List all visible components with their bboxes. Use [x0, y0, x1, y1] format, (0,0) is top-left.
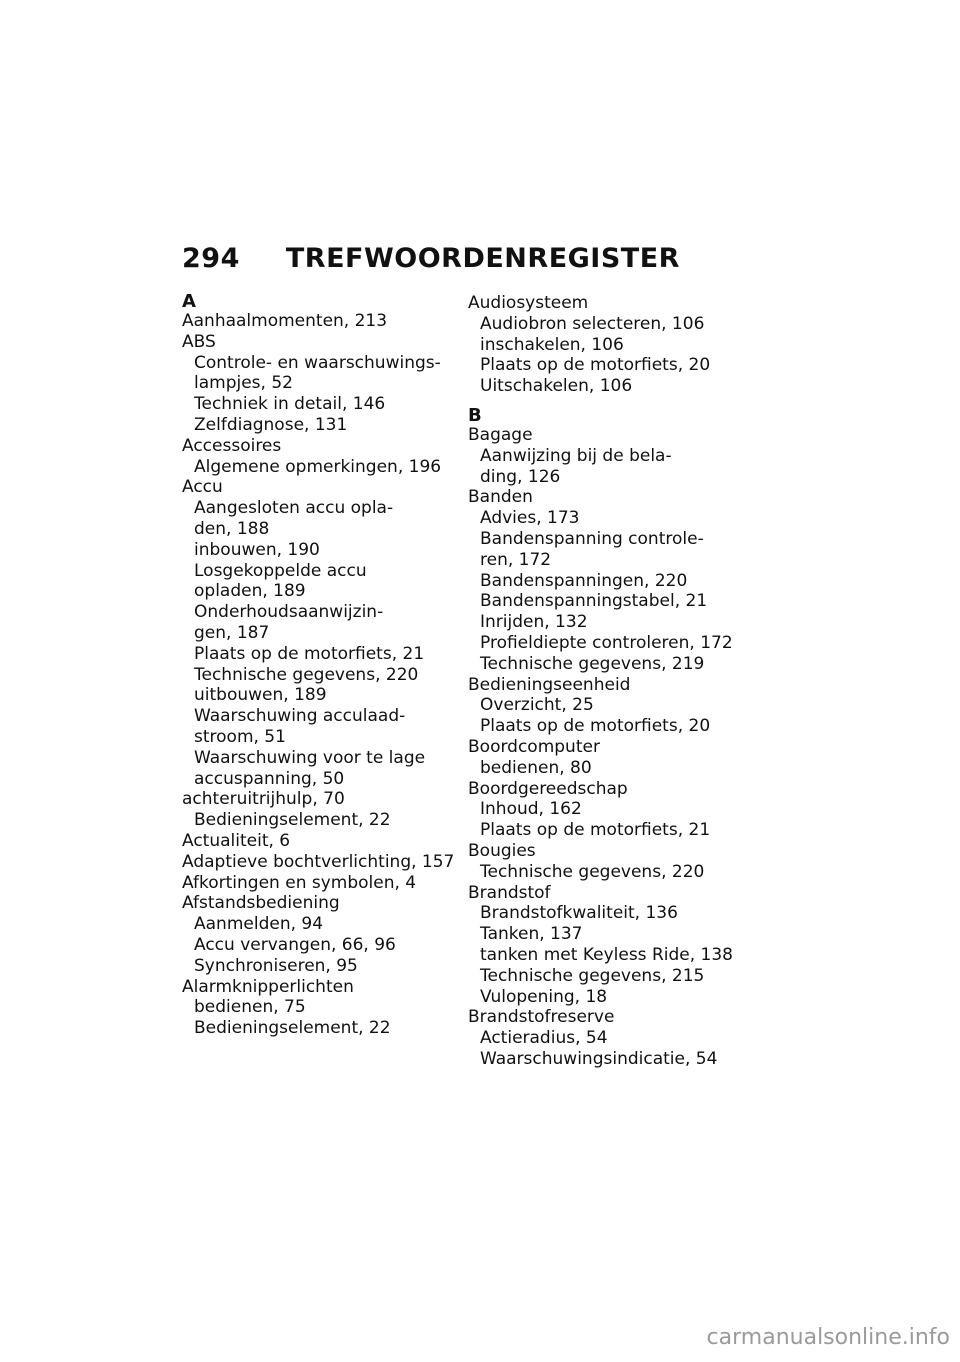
index-entry: Aanhaalmomenten, 213 — [182, 311, 388, 331]
index-subentry: Onderhoudsaanwijzin- — [194, 602, 384, 623]
index-entry: Banden — [468, 487, 533, 508]
page-number: 294 — [182, 243, 240, 274]
index-subentry: Inrijden, 132 — [480, 612, 588, 633]
index-subentry: Controle- en waarschuwings- — [194, 352, 441, 373]
index-subentry: Aanwijzing bij de bela- — [480, 445, 672, 466]
index-subentry: accuspanning, 50 — [194, 768, 345, 789]
index-subentry: bedienen, 75 — [194, 997, 306, 1018]
section-letter: A — [182, 291, 196, 312]
section-letter: B — [468, 404, 482, 426]
index-subentry: stroom, 51 — [194, 726, 286, 747]
index-entry: Bedieningseenheid — [468, 674, 631, 695]
index-subentry: Accu vervangen, 66, 96 — [194, 934, 396, 955]
index-subentry: Bandenspanningen, 220 — [480, 570, 688, 591]
index-entry: Actualiteit, 6 — [182, 830, 291, 851]
index-subentry: Plaats op de motorfiets, 20 — [480, 355, 711, 376]
index-entry: Accu — [182, 477, 223, 498]
index-subentry: bedienen, 80 — [480, 757, 592, 778]
index-entry: Accessoires — [182, 435, 282, 456]
index-entry: ABS — [182, 331, 216, 352]
index-subentry: Aangesloten accu opla- — [194, 498, 394, 519]
index-subentry: Tanken, 137 — [480, 924, 583, 945]
index-subentry: Audiobron selecteren, 106 — [480, 313, 705, 334]
index-subentry: Waarschuwing voor te lage — [194, 747, 426, 768]
index-subentry: Technische gegevens, 219 — [480, 653, 705, 674]
index-subentry: Profieldiepte controleren, 172 — [480, 632, 733, 653]
index-subentry: Bedieningselement, 22 — [194, 810, 391, 831]
index-subentry: Losgekoppelde accu — [194, 560, 367, 581]
index-subentry: Technische gegevens, 220 — [480, 861, 705, 882]
index-entry: Boordgereedschap — [468, 778, 628, 799]
index-subentry: Plaats op de motorfiets, 21 — [194, 643, 425, 664]
index-entry: Brandstofreserve — [468, 1007, 615, 1028]
index-subentry: uitbouwen, 189 — [194, 685, 327, 706]
index-subentry: Plaats op de motorfiets, 20 — [480, 716, 711, 737]
index-subentry: Bedieningselement, 22 — [194, 1018, 391, 1039]
index-subentry: Actieradius, 54 — [480, 1028, 608, 1049]
index-subentry: tanken met Keyless Ride, 138 — [480, 944, 733, 965]
index-subentry: Waarschuwing acculaad- — [194, 706, 406, 727]
index-subentry: Technische gegevens, 220 — [194, 664, 419, 685]
index-subentry: Technische gegevens, 215 — [480, 965, 705, 986]
index-entry: Afstandsbediening — [182, 893, 340, 914]
index-entry: Adaptieve bochtverlichting, 157 — [182, 851, 455, 872]
index-subentry: den, 188 — [194, 518, 270, 539]
index-entry: Boordcomputer — [468, 736, 600, 757]
index-subentry: lampjes, 52 — [194, 373, 293, 394]
index-subentry: gen, 187 — [194, 622, 270, 643]
index-entry: achteruitrijhulp, 70 — [182, 789, 345, 810]
index-entry: Audiosysteem — [468, 293, 589, 313]
index-subentry: Overzicht, 25 — [480, 695, 594, 716]
index-subentry: Inhoud, 162 — [480, 799, 582, 820]
index-subentry: Algemene opmerkingen, 196 — [194, 456, 442, 477]
index-entry: Bougies — [468, 840, 536, 861]
index-entry: Bagage — [468, 424, 533, 445]
index-column-right — [468, 293, 753, 1070]
index-entry: Afkortingen en symbolen, 4 — [182, 872, 417, 893]
index-subentry: Zelfdiagnose, 131 — [194, 414, 348, 435]
index-subentry: ren, 172 — [480, 549, 552, 570]
index-subentry: Plaats op de motorfiets, 21 — [480, 820, 711, 841]
index-subentry: opladen, 189 — [194, 581, 306, 602]
index-column-left — [182, 293, 467, 1039]
index-entry: Brandstof — [468, 882, 551, 903]
index-subentry: Advies, 173 — [480, 508, 580, 529]
index-subentry: Brandstofkwaliteit, 136 — [480, 903, 678, 924]
index-subentry: ding, 126 — [480, 466, 561, 487]
index-subentry: Synchroniseren, 95 — [194, 955, 358, 976]
page-title: TREFWOORDENREGISTER — [285, 243, 680, 274]
index-subentry: Uitschakelen, 106 — [480, 376, 633, 397]
index-subentry: inbouwen, 190 — [194, 539, 320, 560]
page-header — [182, 243, 680, 274]
index-subentry: Vulopening, 18 — [480, 986, 608, 1007]
index-subentry: Bandenspanningstabel, 21 — [480, 591, 708, 612]
index-subentry: Bandenspanning controle- — [480, 528, 704, 549]
watermark: carmanualsonline.info — [706, 1325, 950, 1350]
index-subentry: Techniek in detail, 146 — [194, 394, 386, 415]
index-subentry: Waarschuwingsindicatie, 54 — [480, 1048, 718, 1069]
index-entry: Alarmknipperlichten — [182, 976, 354, 997]
index-subentry: Aanmelden, 94 — [194, 914, 324, 935]
index-subentry: inschakelen, 106 — [480, 334, 624, 355]
